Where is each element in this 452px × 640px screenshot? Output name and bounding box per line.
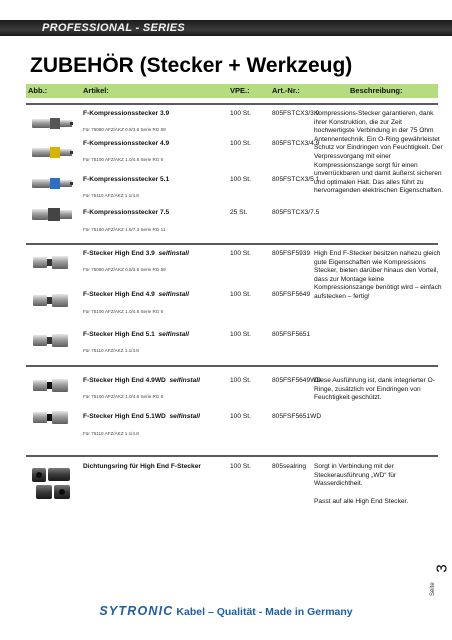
col-header-vpe: VPE.: — [230, 86, 250, 95]
row-9-vpe: 100 St. — [230, 413, 251, 420]
connector-image — [30, 143, 74, 162]
connector-image — [30, 376, 74, 395]
row-5-title: F-Stecker High End 3.9 selfinstall — [83, 250, 189, 257]
row-divider — [26, 243, 438, 245]
row-3-vpe: 100 St. — [230, 176, 251, 183]
row-divider — [26, 103, 438, 105]
row-8-vpe: 100 St. — [230, 377, 251, 384]
row-9-title: F-Stecker High End 5.1WD selfinstall — [83, 413, 200, 420]
connector-image — [30, 114, 74, 133]
col-header-artikel: Artikel: — [83, 86, 109, 95]
row-10-artnr: 805sealring — [272, 463, 307, 470]
description-sealring: Sorgt in Verbindung mit der Steckerausführung „WD“ für Wasserdichtheit. — [314, 463, 397, 488]
sealring-image — [30, 466, 74, 502]
row-10-vpe: 100 St. — [230, 463, 251, 470]
footer — [0, 604, 452, 624]
row-8-artnr: 805FSF5649WD — [272, 377, 322, 384]
row-6-title: F-Stecker High End 4.9 selfinstall — [83, 291, 189, 298]
row-7-sub: Für 75110 AFZ/AKZ 1.1/4.8 — [83, 348, 139, 353]
description-high-end: High End F-Stecker besitzen nahezu gleich gute Eigenschaften wie Kompressions Stecker, bieten darüber hinaus den Vorteil, dass zur Montage keine Kompressionszange benötigt wird – einfach aufstecken – fertig! — [314, 250, 442, 300]
row-1-artnr: 805FSTCX3/3.9 — [272, 110, 320, 117]
row-9-artnr: 805FSF5651WD — [272, 413, 322, 420]
page-label: Seite — [430, 582, 436, 596]
connector-image — [30, 253, 74, 272]
page-title: ZUBEHÖR (Stecker + Werkzeug) — [30, 54, 353, 77]
row-4-artnr: 805FSTCX3/7.5 — [272, 209, 320, 216]
row-7-vpe: 100 St. — [230, 331, 251, 338]
row-2-sub: Für 75100 AFZ/AKZ 1.0/4.6 Serie RG 6 — [83, 157, 164, 162]
footer-tagline: Kabel – Qualität - Made in Germany — [173, 606, 353, 618]
row-6-artnr: 805FSF5649 — [272, 291, 311, 298]
page-marker — [432, 560, 452, 610]
description-wd: Diese Ausführung ist, dank integrierter O-Ringe, zusätzlich vor Eindringen von Feuchtigkeit geschützt. — [314, 377, 435, 402]
row-10-title: Dichtungsring für High End F-Stecker — [83, 463, 201, 470]
row-3-sub: Für 75110 AFZ/AKZ 1.1/4.8 — [83, 193, 139, 198]
row-4-sub: Für 75160 AFZ/AKZ 1.6/7.3 Serie RG 11 — [83, 227, 166, 232]
table-header — [26, 84, 438, 98]
row-6-vpe: 100 St. — [230, 291, 251, 298]
connector-image — [30, 174, 74, 193]
row-9-sub: Für 75110 AFZ/AKZ 1.1/4.8 — [83, 431, 139, 436]
row-6-sub: Für 75100 AFZ/AKZ 1.0/4.6 Serie RG 6 — [83, 309, 164, 314]
row-1-sub: Für 75080 AFZ/AKZ 0.8/3.6 Serie RG 59 — [83, 127, 166, 132]
row-2-vpe: 100 St. — [230, 140, 251, 147]
col-header-artnr: Art.-Nr.: — [272, 86, 300, 95]
description-compression: Kompressions-Stecker garantieren, dank ihrer Konstruktion, die zur Zeit hochwertigste Verbindung in der 75 Ohm Antennentechnik. Ein O-Ring gewährleistet Schutz vor Eindringen von Feuchtigkeit. Der Verpressvorgang mit einer Kompressionszange sorgt für einen unverrückbaren und damit äußerst sicheren und optimalen Halt. Das alles führt zu hervorragenden elektrischen Eigenschaften. — [314, 110, 444, 195]
row-divider — [26, 455, 438, 457]
row-5-vpe: 100 St. — [230, 250, 251, 257]
row-8-title: F-Stecker High End 4.9WD selfinstall — [83, 377, 200, 384]
series-title: PROFESSIONAL - SERIES — [42, 22, 186, 34]
row-3-artnr: 805FSTCX3/5.1 — [272, 176, 320, 183]
col-header-abb: Abb.: — [28, 86, 48, 95]
connector-image — [30, 205, 74, 224]
connector-image — [30, 408, 74, 427]
row-5-sub: Für 75080 AFZ/AKZ 0.8/3.6 Serie RG 59 — [83, 267, 166, 272]
col-header-beschreibung: Beschreibung: — [350, 86, 403, 95]
row-1-title: F-Kompressionsstecker 3.9 — [83, 110, 170, 117]
brand-logo: SYTRONIC — [99, 604, 174, 618]
row-1-vpe: 100 St. — [230, 110, 251, 117]
row-5-artnr: 805FSF5939 — [272, 250, 311, 257]
row-2-title: F-Kompressionsstecker 4.9 — [83, 140, 170, 147]
row-4-title: F-Kompressionsstecker 7.5 — [83, 209, 170, 216]
description-sealring-note: Passt auf alle High End Stecker. — [314, 498, 409, 505]
connector-image — [30, 331, 74, 350]
row-4-vpe: 25 St. — [230, 209, 248, 216]
row-8-sub: Für 75100 AFZ/AKZ 1.0/4.6 Serie RG 6 — [83, 394, 164, 399]
row-2-artnr: 805FSTCX3/4.9 — [272, 140, 320, 147]
row-3-title: F-Kompressionsstecker 5.1 — [83, 176, 170, 183]
row-7-artnr: 805FSF5651 — [272, 331, 311, 338]
connector-image — [30, 291, 74, 310]
top-band — [0, 0, 452, 42]
page-number: 3 — [433, 564, 451, 573]
row-divider — [26, 365, 438, 367]
row-7-title: F-Stecker High End 5.1 selfinstall — [83, 331, 189, 338]
